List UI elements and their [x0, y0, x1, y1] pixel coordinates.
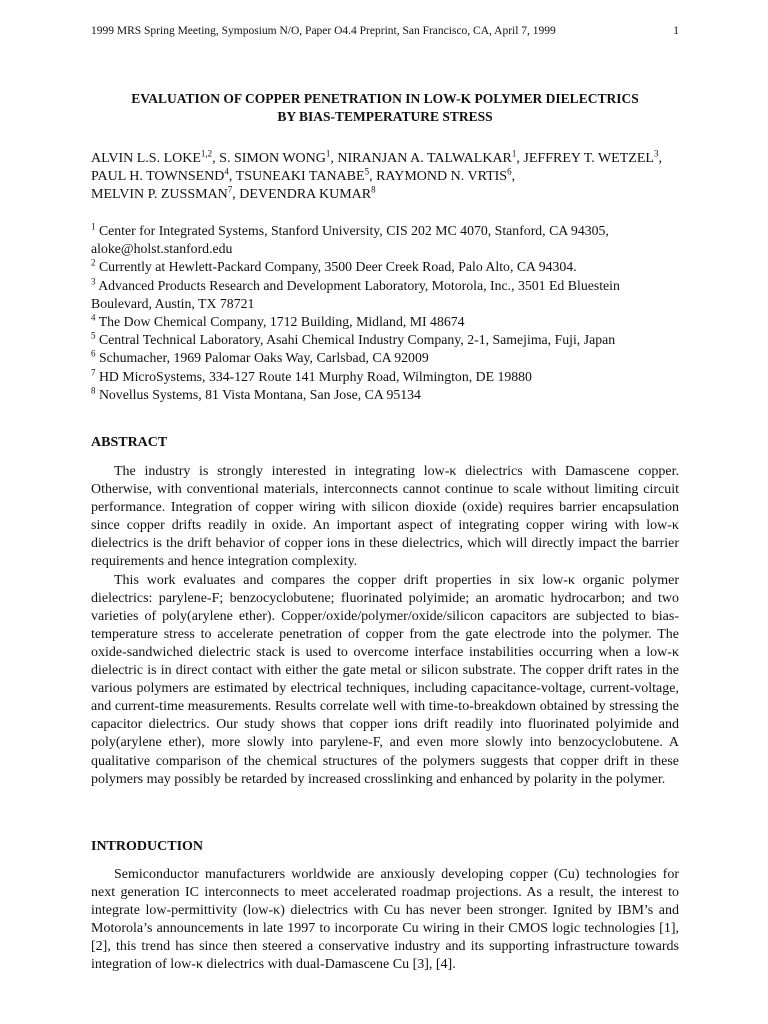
title-line-1: EVALUATION OF COPPER PENETRATION IN LOW-Κ POLYMER DIELECTRICS: [131, 91, 639, 106]
affiliation: $^7$ HD MicroSystems, 334-127 Route 141 Murphy Road, Wilmington, DE 19880: [91, 367, 532, 384]
affiliation: $^6$ Schumacher, 1969 Palomar Oaks Way, Carlsbad, CA 92009: [91, 348, 429, 366]
title-line-2: BY BIAS-TEMPERATURE STRESS: [277, 109, 493, 124]
author: MELVIN P. ZUSSMAN$^7$,: [91, 184, 240, 202]
abstract-body: [91, 463, 679, 789]
author: DEVENDRA KUMAR$^8$: [239, 184, 376, 202]
author-list: [91, 150, 679, 204]
abstract-paragraph: This work evaluates and compares the copper drift properties in six low-κ organic polymer dielectrics: parylene-F; benzocyclobutene; fluorinated polyimide; an aromatic hydrocarbon; and two varieties of poly(arylene ether). Copper/oxide/polymer/oxide/silicon capacitors are subjected to bias-temperature stress to accelerate penetration of copper from the gate electrode into the polymer. The oxide-sandwiched dielectric stack is used to overcome interface instabilities occurring when a low-κ dielectric is in direct contact with either the gate metal or silicon substrate. The copper drift rates in the various polymers are estimated by electrical techniques, including capacitance-voltage, current-voltage, and current-time measurements. Results correlate well with time-to-breakdown obtained by stressing the capacitor dielectrics. Our study shows that copper ions drift readily into fluorinated polyimide and poly(arylene ether), more slowly into parylene-F, and even more slowly into benzocyclobutene. A qualitative comparison of the chemical structures of the polymers suggests that copper drift in these polymers may possibly be retarded by increased crosslinking and enhanced by polarity in the polymer.: [91, 572, 679, 787]
author: TSUNEAKI TANABE$^5$,: [235, 166, 377, 184]
affiliation: $^8$ Novellus Systems, 81 Vista Montana, San Jose, CA 95134: [91, 385, 421, 402]
affiliation: $^3$ Advanced Products Research and Development Laboratory, Motorola, Inc., 3501 Ed Bluestein Boulevard, Austin, TX 78721: [91, 276, 620, 311]
author: S. SIMON WONG$^1$,: [219, 148, 338, 166]
author: JEFFREY T. WETZEL$^3$,: [523, 148, 662, 166]
affiliation: $^5$ Central Technical Laboratory, Asahi Chemical Industry Company, 2-1, Samejima, Fuji, Japan: [91, 330, 616, 348]
affiliation: $^4$ The Dow Chemical Company, 1712 Building, Midland, MI 48674: [91, 312, 465, 330]
abstract-heading: ABSTRACT: [91, 435, 168, 450]
introduction-paragraph: Semiconductor manufacturers worldwide are anxiously developing copper (Cu) technologies for next generation IC interconnects to meet accelerated roadmap projections. As a result, the interest to integrate low-permittivity (low-κ) dielectrics with Cu has never been stronger. Ignited by IBM’s and Motorola’s announcements in late 1997 to incorporate Cu wiring in their CMOS logic technologies [1], [2], this trend has since then steered a conservative industry and its supporting infrastructure towards integration of low-κ dielectrics with dual-Damascene Cu [3], [4].: [91, 867, 679, 973]
header-citation: 1999 MRS Spring Meeting, Symposium N/O, Paper O4.4 Preprint, San Francisco, CA, April 7, 1999: [91, 25, 556, 37]
page-number: 1: [673, 25, 679, 37]
affiliation: $^1$ Center for Integrated Systems, Stanford University, CIS 202 MC 4070, Stanford, CA 94305, aloke@holst.stanford.edu: [91, 221, 609, 257]
author: PAUL H. TOWNSEND$^4$,: [91, 166, 236, 184]
author: ALVIN L.S. LOKE$^{1,2}$,: [91, 148, 220, 166]
paper-title: [91, 90, 679, 126]
author: RAYMOND N. VRTIS$^6$,: [376, 166, 516, 184]
affiliation: $^2$ Currently at Hewlett-Packard Company, 3500 Deer Creek Road, Palo Alto, CA 94304.: [91, 257, 577, 275]
introduction-heading: INTRODUCTION: [91, 839, 204, 854]
abstract-paragraph: The industry is strongly interested in integrating low-κ dielectrics with Damascene copper. Otherwise, with conventional materials, interconnects cannot continue to scale without limiting circuit performance. Integration of copper wiring with silicon dioxide (oxide) requires barrier encapsulation since copper drifts readily in oxide. An important aspect of integrating copper wiring with low-κ dielectrics is the drift behavior of copper ions in these dielectrics, which will directly impact the barrier requirements and hence integration complexity.: [91, 464, 679, 570]
introduction-body: [91, 866, 679, 975]
author: NIRANJAN A. TALWALKAR$^1$,: [337, 148, 524, 166]
running-header: [91, 25, 679, 37]
affiliation-list: [91, 222, 679, 404]
